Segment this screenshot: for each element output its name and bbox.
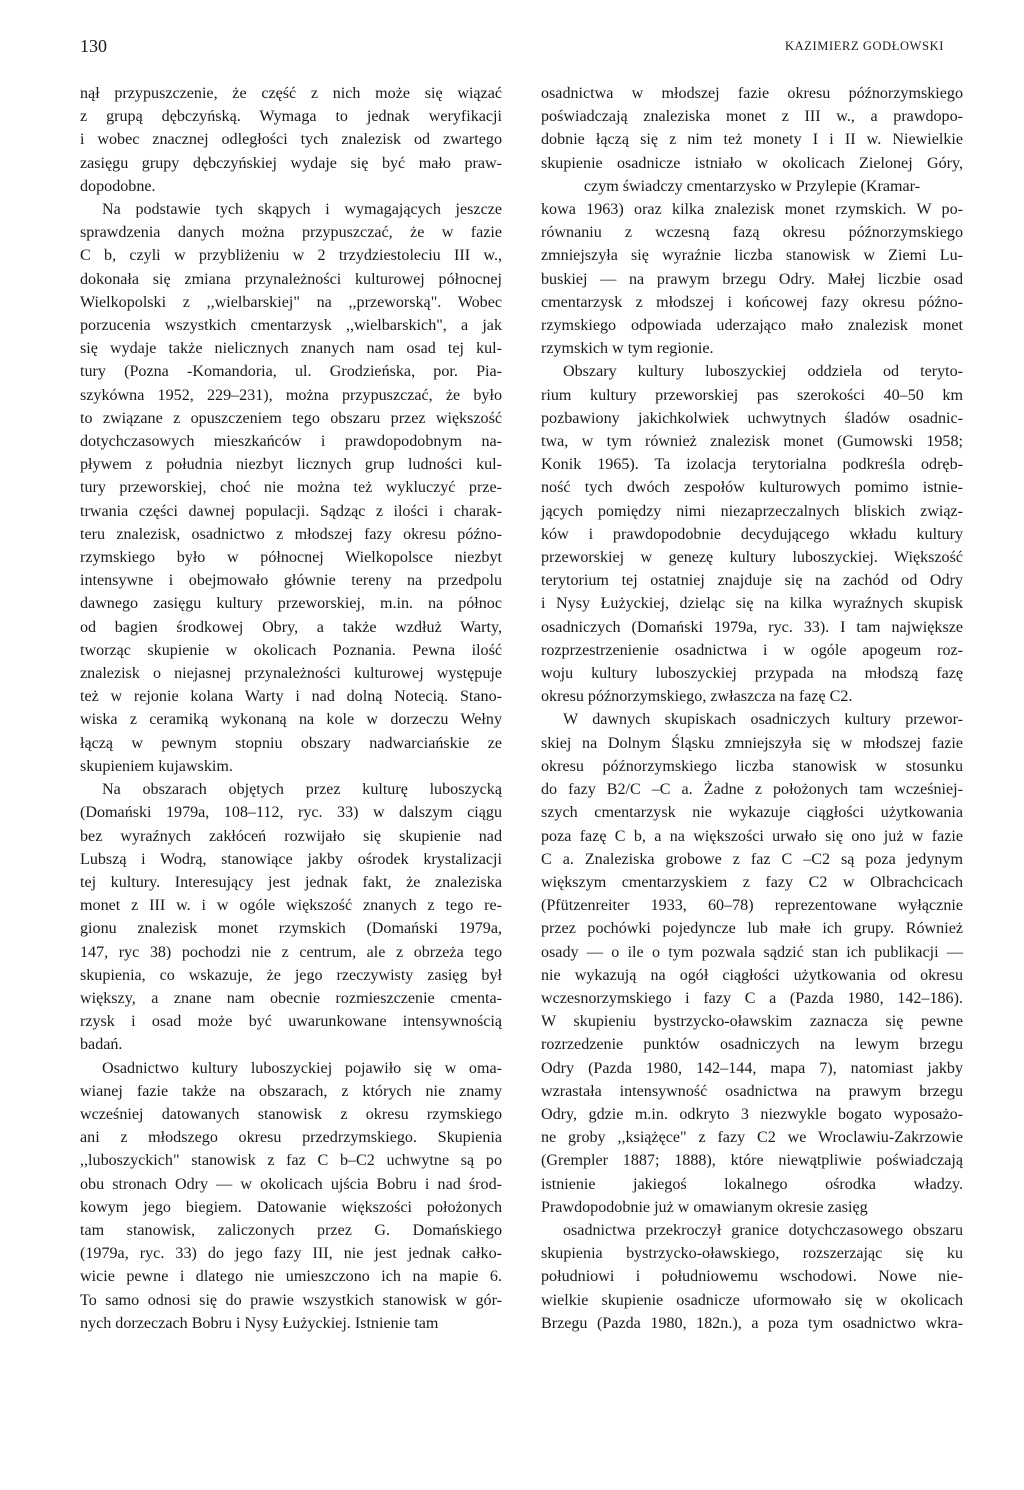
text-line: łączą w pewnym stopniu obszary nadwarciańskie ze (80, 734, 502, 752)
text-line: nął przypuszczenie, że część z nich może się wiązać (80, 85, 502, 102)
text-line: dotychczasowych mieszkańców i prawdopodobnym na- (80, 433, 502, 451)
text-line: osady — o ile o tym pozwala sądzić stan ich publikacji — (541, 943, 963, 961)
text-line: dobnie łączą się z nim też monety I i II w. Niewielkie (541, 131, 963, 149)
text-line: południowi i południowemu wschodowi. Nowe nie- (541, 1268, 963, 1286)
text-line: To samo odnosi się do prawie wszystkich stanowisk w gór- (80, 1291, 502, 1309)
text-line: 147, ryc 38) pochodzi nie z centrum, ale z obrzeża tego (80, 943, 502, 961)
text-line: skupienie osadnicze istniało w okolicach Zielonej Góry, (541, 154, 963, 172)
text-line: okresu późnorzymskiego liczba stanowisk w stosunku (541, 757, 963, 775)
text-line: tury przeworskiej, choć nie można też wykluczyć prze- (80, 479, 502, 497)
text-line: W skupieniu bystrzycko-oławskim zaznacza się pewne (541, 1013, 963, 1031)
text-line: czym świadczy cmentarzysko w Przylepie (Kramar- (583, 177, 921, 195)
text-line: Prawdopodobnie już w omawianym okresie zasięg (541, 1198, 868, 1216)
text-line: szych cmentarzysk nie wykazuje ciągłości użytkowania (541, 804, 963, 822)
text-line: osadnictwa przekroczył granice dotychczasowego obszaru (563, 1221, 963, 1239)
text-line: dokonała się zmiana przynależności kulturowej północnej (80, 270, 502, 288)
text-line: nie wykazują na ogół ciągłości użytkowania od okresu (541, 966, 963, 984)
text-line: rzysk i osad może być uwarunkowane intensywnością (80, 1013, 502, 1031)
text-line: to związane z opuszczeniem tego obszaru przez większość (80, 409, 502, 427)
text-line: znalezisk o niejasnej przynależności kulturowej występuje (80, 665, 502, 683)
text-line: szykówna 1952, 229–231), można przypuszczać, że było (80, 386, 502, 404)
text-line: większy, a znane nam obecnie rozmieszczenie cmenta- (80, 989, 502, 1007)
running-head: KAZIMIERZ GODŁOWSKI (785, 39, 944, 53)
text-line: cmentarzysk z młodszej i końcowej fazy okresu późno- (541, 293, 963, 311)
text-line: Odry (Pazda 1980, 142–144, mapa 7), natomiast jakby (541, 1059, 963, 1077)
text-line: zasięgu grupy dębczyńskiej wydaje się być mało praw- (80, 154, 502, 172)
text-line: tej kultury. Interesujący jest jednak fakt, że znaleziska (80, 873, 502, 891)
text-line: wielkie skupienie osadnicze uformowało się w okolicach (541, 1291, 963, 1309)
text-line: wzrastała intensywność osadnictwa na prawym brzegu (541, 1082, 963, 1100)
text-line: monet z III w. i w ogóle większość znanych z tego re- (80, 897, 502, 915)
text-line: tworząc skupienie w okolicach Poznania. Pewna ilość (80, 641, 502, 659)
text-line: osadnictwa w młodszej fazie okresu późnorzymskiego (541, 85, 963, 102)
text-line: Na obszarach objętych przez kulturę luboszycką (102, 781, 502, 799)
text-line: Konik 1965). Ta izolacja terytorialna podkreśla odręb- (541, 456, 963, 474)
text-line: porzucenia wszystkich cmentarzysk ,,wielbarskich", a jak (80, 317, 502, 335)
text-line: rium kultury przeworskiej pas szerokości 40–50 km (541, 386, 963, 404)
text-line: osadniczych (Domański 1979a, ryc. 33). I tam największe (541, 618, 963, 636)
text-line: skupienia bystrzycko-oławskiego, rozszerzając się ku (541, 1245, 963, 1263)
text-line: Osadnictwo kultury luboszyckiej pojawiło się w oma- (102, 1059, 502, 1077)
text-line: Na podstawie tych skąpych i wymagających jeszcze (102, 201, 502, 219)
text-line: i Nysy Łużyckiej, dzieląc się na kilka wyraźnych skupisk (541, 595, 963, 613)
text-line: ani z młodszego okresu przedrzymskiego. Skupienia (80, 1129, 502, 1147)
text-line: Obszary kultury luboszyckiej oddziela od teryto- (563, 363, 963, 381)
text-line: okresu późnorzymskiego, zwłaszcza na fazę C2. (541, 688, 853, 706)
text-line: dopodobne. (80, 177, 156, 195)
text-line: twa, w tym również znalezisk monet (Gumowski 1958; (541, 433, 963, 451)
text-line: kowa 1963) oraz kilka znalezisk monet rzymskich. W po- (541, 201, 963, 219)
right-column (541, 82, 963, 1335)
text-line: się wydaje także nielicznych znanych nam osad tej kul- (80, 340, 502, 358)
page-header (80, 36, 944, 60)
text-line: ne groby ,,książęce" z fazy C2 we Wroclawiu-Zakrzowie (541, 1129, 963, 1147)
text-line: sprawdzenia danych można przypuszczać, że w fazie (80, 224, 502, 242)
text-line: (1979a, ryc. 33) do jego fazy III, nie jest jednak całko- (80, 1245, 502, 1263)
text-line: tam stanowisk, zaliczonych przez G. Domańskiego (80, 1221, 502, 1239)
text-line: skiej na Dolnym Śląsku zmniejszyła się w młodszej fazie (541, 734, 963, 752)
text-line: poza fazę C b, a na większości urwało się ono już w fazie (541, 827, 963, 845)
text-line: (Grempler 1887; 1888), które niewątpliwie poświadczają (541, 1152, 963, 1170)
text-line: do fazy B2/C –C a. Żadne z położonych tam wcześniej- (541, 781, 963, 799)
text-line: Wielkopolski z ,,wielbarskiej" na ,,przeworską". Wobec (80, 293, 502, 311)
text-line: trwania części dawnej populacji. Sądząc z ilości i charak- (80, 502, 502, 520)
text-line: większym cmentarzyskiem z fazy C2 w Olbrachcicach (541, 873, 963, 891)
text-line: ność tych dwóch zespołów kulturowych pomimo istnie- (541, 479, 963, 497)
text-line: przeworskiej w genezę kultury luboszyckiej. Większość (541, 549, 963, 567)
text-line: od bagien środkowej Obry, a także wzdłuż Warty, (80, 618, 502, 636)
text-line: (Pfützenreiter 1933, 60–78) reprezentowane wyłącznie (541, 897, 963, 915)
text-line: Lubszą i Wodrą, stanowiące jakby ośrodek krystalizacji (80, 850, 502, 868)
text-line: zmniejszyła się wyraźnie liczba stanowisk w Ziemi Lu- (541, 247, 963, 265)
text-line: nych dorzeczach Bobru i Nysy Łużyckiej. Istnienie tam (80, 1314, 439, 1332)
text-line: wicie pewne i dlatego nie umieszczono ich na mapie 6. (80, 1268, 502, 1286)
text-line: dawnego zasięgu kultury przeworskiej, m.in. na północ (80, 595, 502, 613)
text-line: W dawnych skupiskach osadniczych kultury przewor- (563, 711, 963, 729)
left-column (80, 82, 502, 1335)
text-line: wczesnorzymskiego i fazy C a (Pazda 1980, 142–186). (541, 989, 963, 1007)
text-line: równaniu z wczesną fazą okresu późnorzymskiego (541, 224, 963, 242)
text-line: pozbawiony jakichkolwiek uchwytnych śladów osadnic- (541, 409, 963, 427)
text-line: rozrzedzenie punktów osadniczych na lewym brzegu (541, 1036, 963, 1054)
text-line: obu stronach Odry — w okolicach ujścia Bobru i nad środ- (80, 1175, 502, 1193)
text-line: C a. Znaleziska grobowe z faz C –C2 są poza jedynym (541, 850, 963, 868)
text-line: poświadczają znaleziska monet z III w., a prawdopo- (541, 108, 963, 126)
text-line: woju kultury luboszyckiej przypada na młodszą fazę (541, 665, 963, 683)
text-line: i wobec znacznej odległości tych znalezisk od zwartego (80, 131, 502, 149)
text-line: Brzegu (Pazda 1980, 182n.), a poza tym osadnictwo wkra- (541, 1314, 963, 1332)
text-line: tury (Pozna -Komandoria, ul. Grodzieńska, por. Pia- (80, 363, 502, 381)
text-line: rzymskich w tym regionie. (541, 340, 714, 358)
text-line: Odry, gdzie m.in. odkryto 3 niezwykle bogato wyposażo- (541, 1105, 963, 1123)
text-line: badań. (80, 1036, 123, 1054)
text-line: ,,luboszyckich" stanowisk z faz C b–C2 uchwytne są po (80, 1152, 502, 1170)
text-line: rzymskiego było w północnej Wielkopolsce niezbyt (80, 549, 502, 567)
text-line: ków i prawdopodobnie decydującego wkładu kultury (541, 525, 963, 543)
text-line: z grupą dębczyńską. Wymaga to jednak weryfikacji (80, 108, 502, 126)
text-line: teru znalezisk, osadnictwo z młodszej fazy okresu późno- (80, 525, 502, 543)
text-line: kowym jego biegiem. Datowanie większości położonych (80, 1198, 502, 1216)
text-line: bez wyraźnych zakłóceń rozwijało się skupienie nad (80, 827, 502, 845)
text-line: gionu znalezisk monet rzymskich (Domański 1979a, (80, 920, 502, 938)
text-line: jących pomiędzy nimi niezaprzeczalnych bliskich związ- (541, 502, 963, 520)
text-line: (Domański 1979a, 108–112, ryc. 33) w dalszym ciągu (80, 804, 502, 822)
text-line: skupienia, co wskazuje, że jego rzeczywisty zasięg był (80, 966, 502, 984)
text-line: istnienie jakiegoś lokalnego ośrodka władzy. (541, 1175, 963, 1193)
text-line: C b, czyli w przybliżeniu w 2 trzydziestoleciu III w., (80, 247, 502, 265)
text-line: pływem z południa niezbyt licznych grup ludności kul- (80, 456, 502, 474)
text-line: terytorium tej ostatniej znajduje się na zachód od Odry (541, 572, 963, 590)
text-line: wianej fazie także na obszarach, z których nie znamy (80, 1082, 502, 1100)
text-line: rzymskiego odpowiada uderzająco mało znalezisk monet (541, 317, 963, 335)
text-line: wcześniej datowanych stanowisk z okresu rzymskiego (80, 1105, 502, 1123)
text-line: skupieniem kujawskim. (80, 757, 233, 775)
text-line: rozprzestrzenienie osadnictwa i w ogóle apogeum roz- (541, 641, 963, 659)
text-line: wiska z ceramiką wykonaną na kole w dorzeczu Wełny (80, 711, 502, 729)
text-line: intensywne i obejmowało głównie tereny na przedpolu (80, 572, 502, 590)
text-line: też w rejonie kolana Warty i nad dolną Notecią. Stano- (80, 688, 502, 706)
text-line: buskiej — na prawym brzegu Odry. Małej liczbie osad (541, 270, 963, 288)
page-number: 130 (80, 36, 107, 56)
text-line: przez pochówki pojedyncze lub małe ich grupy. Również (541, 920, 963, 938)
